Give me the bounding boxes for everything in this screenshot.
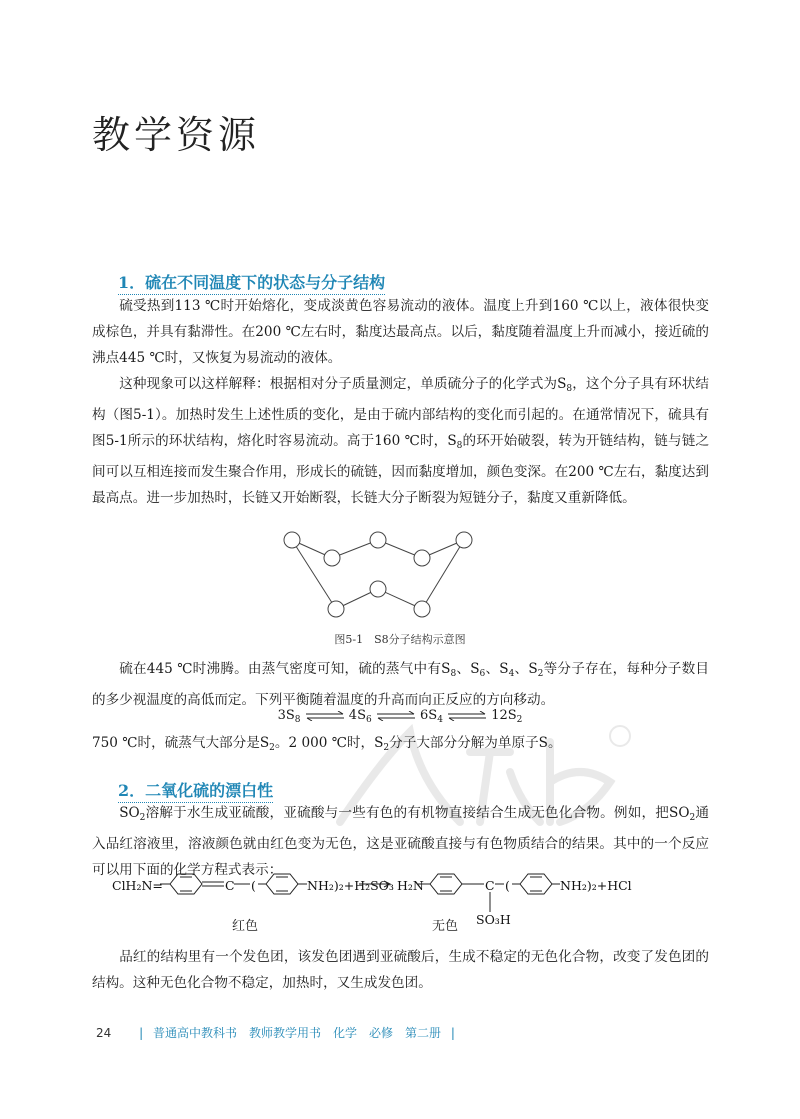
sulfur-atom: [324, 550, 340, 566]
paragraph-sulfur-explanation: 这种现象可以这样解释：根据相对分子质量测定，单质硫分子的化学式为$S_8$，这个分子具有环状结构（图5-1）。加热时发生上述性质的变化，是由于硫内部结构的变化而引起的。在通常情况下，硫具有图5-1所示的环状结构，熔化时容易流动。高于160 ℃时，$S_8$的环开始破裂，转为开链结构，链与链之间可以互相连接而发生聚合作用，形成长的硫链，因而黏度增加，颜色变深。在200 ℃左右，黏度达到最高点。进一步加热时，长链又开始断裂，长链大分子断裂为短链分子，黏度又重新降低。: [92, 376, 710, 506]
reactant-nh2-sulfurous: NH₂)₂+H₂SO₃: [307, 878, 394, 893]
central-carbon-product: C: [485, 878, 495, 893]
equilibrium-arrow-icon: [305, 711, 345, 721]
paragraph-sulfur-heating: 硫受热到113 ℃时开始熔化，变成淡黄色容易流动的液体。温度上升到160 ℃以上，液体很快变成棕色，并具有黏滞性。在200 ℃左右时，黏度达最高点。以后，黏度随着温度上升而减小，接近硫的沸点445 ℃时，又恢复为易流动的液体。: [92, 298, 709, 366]
paragraph-sulfur-high-temp: 750 ℃时，硫蒸气大部分是$S_2$。2 000 ℃时，$S_2$分子大部分分解为单原子S。: [92, 735, 562, 753]
label-colorless: 无色: [432, 919, 459, 934]
paragraph-sulfur-vapor: 硫在445 ℃时沸腾。由蒸气密度可知，硫的蒸气中有$S_8$、$S_6$、$S_4$、$S_2$等分子存在，每种分子数目的多少视温度的高低而定。下列平衡随着温度的升高而向正反应的方向移动。: [92, 661, 710, 708]
sulfur-atom: [456, 532, 472, 548]
sulfur-atom: [414, 601, 430, 617]
page-title: 教学资源: [92, 113, 261, 157]
paragraph-so2-bleaching: $SO_2$溶解于水生成亚硫酸，亚硫酸与一些有色的有机物直接结合生成无色化合物。例如，把$SO_2$通入品红溶液里，溶液颜色就由红色变为无色，这是亚硫酸直接与有色物质结合的结果。其中的一个反应可以用下面的化学方程式表示：: [92, 805, 709, 878]
sulfonic-group: SO₃H: [476, 912, 511, 927]
section-heading-2: 2．二氧化硫的漂白性: [118, 778, 273, 803]
footer-separator: |: [450, 1026, 455, 1040]
paragraph-chromophore: 品红的结构里有一个发色团，该发色团遇到亚硫酸后，生成不稳定的无色化合物，改变了发色团的结构。这种无色化合物不稳定，加热时，又生成发色团。: [92, 949, 709, 991]
sulfur-atom: [414, 550, 430, 566]
equilibrium-equation: $3S_8$ $4S_6$ $6S_4$ $12S_2$: [277, 708, 523, 725]
sulfur-atom: [328, 601, 344, 617]
reactant-chloride-amine: ClH₂N=: [112, 878, 163, 893]
product-h2n: H₂N: [397, 878, 424, 893]
book-title: 普通高中教科书 教师教学用书 化学 必修 第二册: [152, 1026, 441, 1040]
central-carbon: C: [225, 878, 235, 893]
figure-caption: 图5-1 S8分子结构示意图: [334, 633, 466, 646]
product-nh2-hcl: NH₂)₂+HCl: [560, 878, 632, 893]
paren-left: (: [251, 878, 256, 893]
section-heading-1: 1．硫在不同温度下的状态与分子结构: [118, 270, 385, 295]
sulfur-atom: [370, 581, 386, 597]
label-red: 红色: [232, 919, 259, 934]
s8-structure-diagram: [270, 520, 490, 630]
sulfur-atom: [370, 532, 386, 548]
footer-separator: |: [139, 1026, 144, 1040]
sulfur-atom: [284, 532, 300, 548]
paren-right: (: [505, 878, 510, 893]
page-footer: [96, 1024, 461, 1041]
fuchsin-reaction-equation: [112, 868, 712, 940]
page-number: 24: [96, 1026, 112, 1040]
equilibrium-arrow-icon: [447, 711, 487, 721]
equilibrium-arrow-icon: [376, 711, 416, 721]
